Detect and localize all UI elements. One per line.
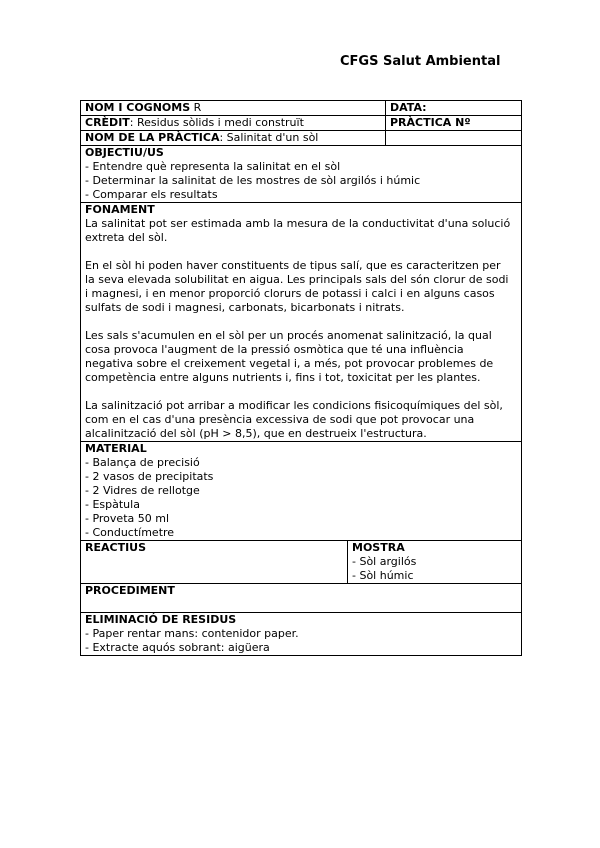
- fonament-label: FONAMENT: [85, 203, 155, 216]
- reactius-cell: [81, 541, 348, 583]
- data-cell: [386, 101, 521, 115]
- mostra-item: - Sòl húmic: [352, 569, 414, 582]
- objectius-cell: [81, 146, 521, 202]
- objectius-label: OBJECTIU/US: [85, 146, 164, 159]
- row-procediment: [81, 584, 521, 613]
- row-reactius-mostra: [81, 541, 521, 584]
- nom-label: NOM I COGNOMS: [85, 101, 191, 114]
- mostra-cell: [348, 541, 521, 583]
- document-header-title: CFGS Salut Ambiental: [340, 54, 501, 69]
- fonament-paragraph: La salinització pot arribar a modificar les condicions fisicoquímiques del sòl, com en el cas d'una presència excessiva de sodi que pot provocar una alcalinització del sòl (pH > 8,5), que en destrueix l'estructura.: [85, 399, 503, 440]
- eliminacio-item: - Extracte aquós sobrant: aigüera: [85, 641, 270, 654]
- row-objectius: [81, 146, 521, 203]
- data-label: DATA:: [390, 101, 427, 114]
- material-item: - Espàtula: [85, 498, 140, 511]
- procediment-label: PROCEDIMENT: [85, 584, 175, 597]
- practica-num-cell: [386, 116, 521, 130]
- objectiu-item: - Entendre què representa la salinitat en el sòl: [85, 160, 341, 173]
- nom-cell: [81, 101, 386, 115]
- credit-cell: [81, 116, 386, 130]
- practica-name-label: NOM DE LA PRÀCTICA: [85, 131, 220, 144]
- practica-name-value: : Salinitat d'un sòl: [219, 131, 319, 144]
- eliminacio-label: ELIMINACIÓ DE RESIDUS: [85, 613, 237, 626]
- row-credit: [81, 116, 521, 131]
- practica-num-label: PRÀCTICA Nº: [390, 116, 471, 129]
- fonament-cell: [81, 203, 521, 441]
- eliminacio-cell: [81, 613, 521, 655]
- objectiu-item: - Determinar la salinitat de les mostres de sòl argilós i húmic: [85, 174, 421, 187]
- row-nom-data: [81, 101, 521, 116]
- empty-cell: [386, 131, 521, 145]
- material-item: - Conductímetre: [85, 526, 175, 539]
- eliminacio-item: - Paper rentar mans: contenidor paper.: [85, 627, 299, 640]
- row-fonament: [81, 203, 521, 442]
- fonament-paragraph: La salinitat pot ser estimada amb la mesura de la conductivitat d'una solució extreta del sòl.: [85, 217, 511, 244]
- material-item: - 2 vasos de precipitats: [85, 470, 214, 483]
- row-practica-name: [81, 131, 521, 146]
- practice-form: [80, 100, 522, 656]
- row-eliminacio: [81, 613, 521, 655]
- reactius-label: REACTIUS: [85, 541, 147, 554]
- credit-value: : Residus sòlids i medi construït: [129, 116, 304, 129]
- objectiu-item: - Comparar els resultats: [85, 188, 218, 201]
- mostra-item: - Sòl argilós: [352, 555, 417, 568]
- material-cell: [81, 442, 521, 540]
- material-item: - 2 Vidres de rellotge: [85, 484, 200, 497]
- material-item: - Balança de precisió: [85, 456, 200, 469]
- credit-label: CRÈDIT: [85, 116, 130, 129]
- row-material: [81, 442, 521, 541]
- mostra-label: MOSTRA: [352, 541, 405, 554]
- nom-value: R: [193, 101, 202, 114]
- procediment-cell: [81, 584, 521, 612]
- practica-name-cell: [81, 131, 386, 145]
- fonament-paragraph: En el sòl hi poden haver constituents de tipus salí, que es caracteritzen per la seva elevada solubilitat en aigua. Les principals sals del són clorur de sodi i magnesi, i en menor proporció clorurs de potassi i calci i en alguns casos sulfats de sodi i magnesi, carbonats, bicarbonats i nitrats.: [85, 259, 509, 314]
- material-label: MATERIAL: [85, 442, 147, 455]
- fonament-paragraph: Les sals s'acumulen en el sòl per un procés anomenat salinització, la qual cosa provoca l'augment de la pressió osmòtica que té una influència negativa sobre el creixement vegetal i, a més, pot provocar problemes de competència entre alguns nutrients i, fins i tot, toxicitat per les plantes.: [85, 329, 494, 384]
- material-item: - Proveta 50 ml: [85, 512, 170, 525]
